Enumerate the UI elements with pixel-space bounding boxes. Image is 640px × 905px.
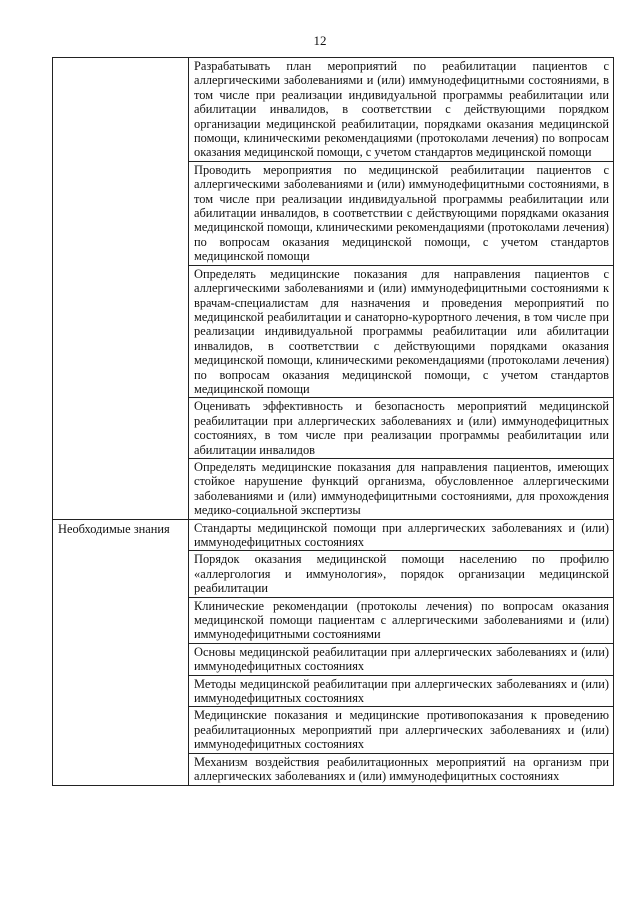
skill-item: Определять медицинские показания для направления пациентов с аллергическими заболеваниями и (или) иммунодефицитными состояниями к врачам-специалистам для назначения и проведения мероприятий по медицинской реабилитации и санаторно-курортного лечения, в том числе при реализации индивидуальной программы реабилитации или абилитации инвалидов, в соответствии с действующими порядками оказания медицинской помощи, клиническими рекомендациями (протоколами лечения) по вопросам оказания медицинской помощи, с учетом стандартов медицинской помощи bbox=[189, 265, 614, 398]
knowledge-item: Методы медицинской реабилитации при аллергических заболеваниях и (или) иммунодефицитных состояниях bbox=[189, 675, 614, 707]
skill-item: Разрабатывать план мероприятий по реабилитации пациентов с аллергическими заболеваниями и (или) иммунодефицитными состояниями, в том числе при реализации индивидуальной программы реабилитации или абилитации инвалидов, в соответствии с действующими порядком организации медицинской реабилитации, порядками оказания медицинской помощи, клиническими рекомендациями (протоколами лечения) по вопросам оказания медицинской помощи, с учетом стандартов медицинской помощи bbox=[189, 58, 614, 162]
skill-item: Проводить мероприятия по медицинской реабилитации пациентов с аллергическими заболеваниями и (или) иммунодефицитными состояниями, в том числе при реализации индивидуальной программы реабилитации или абилитации инвалидов, в соответствии с действующими порядками оказания медицинской помощи, клиническими рекомендациями (протоколами лечения) по вопросам оказания медицинской помощи, с учетом стандартов медицинской помощи bbox=[189, 161, 614, 265]
competency-table bbox=[52, 57, 614, 786]
skill-item: Определять медицинские показания для направления пациентов, имеющих стойкое нарушение функций организма, обусловленное аллергическими заболеваниями и (или) иммунодефицитными состояниями, для прохождения медико-социальной экспертизы bbox=[189, 458, 614, 519]
page-number: 12 bbox=[313, 33, 327, 48]
section-label-knowledge: Необходимые знания bbox=[53, 519, 189, 785]
knowledge-item: Медицинские показания и медицинские противопоказания к проведению реабилитационных мероприятий при аллергических заболеваниях и (или) иммунодефицитных состояниях bbox=[189, 707, 614, 753]
skill-item: Оценивать эффективность и безопасность мероприятий медицинской реабилитации при аллергических заболеваниях и (или) иммунодефицитных состояниях, в том числе при реализации программы реабилитации или абилитации инвалидов bbox=[189, 398, 614, 459]
table-row bbox=[53, 58, 614, 162]
knowledge-item: Порядок оказания медицинской помощи населению по профилю «аллергология и иммунология», порядок организации медицинской реабилитации bbox=[189, 551, 614, 597]
knowledge-item: Механизм воздействия реабилитационных мероприятий на организм при аллергических заболеваниях и (или) иммунодефицитных состояниях bbox=[189, 753, 614, 785]
knowledge-item: Стандарты медицинской помощи при аллергических заболеваниях и (или) иммунодефицитных состояниях bbox=[189, 519, 614, 551]
knowledge-item: Основы медицинской реабилитации при аллергических заболеваниях и (или) иммунодефицитных состояниях bbox=[189, 643, 614, 675]
section-label-cell bbox=[53, 58, 189, 520]
table-row bbox=[53, 519, 614, 551]
knowledge-item: Клинические рекомендации (протоколы лечения) по вопросам оказания медицинской помощи пациентам с аллергическими заболеваниями и (или) иммунодефицитными состояниями bbox=[189, 597, 614, 643]
